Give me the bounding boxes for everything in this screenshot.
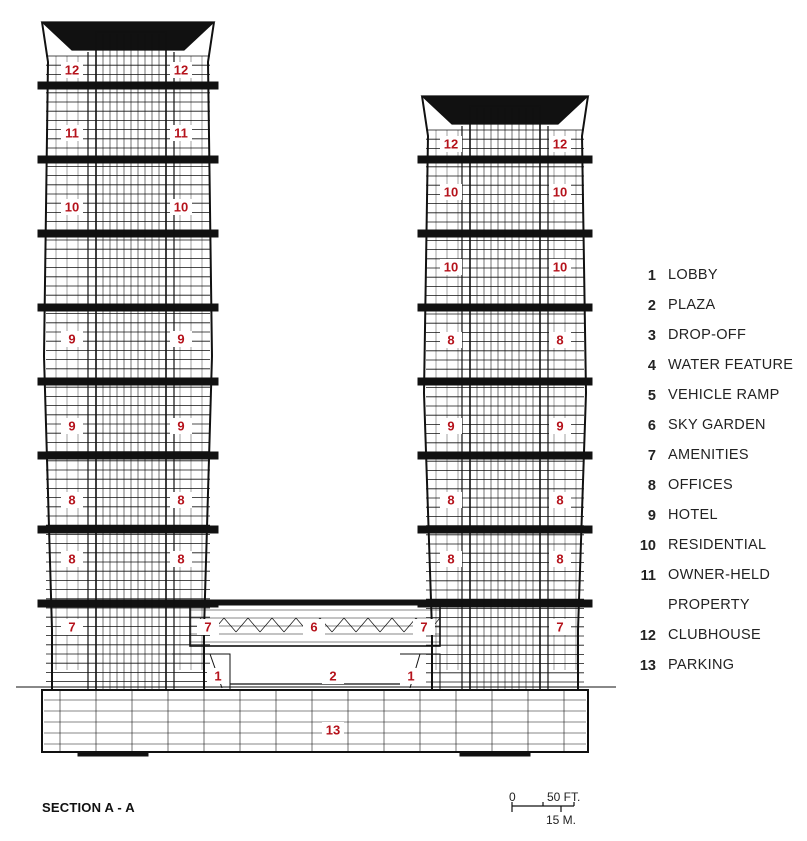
bridge-truss — [260, 618, 272, 632]
space-tag: 10 — [552, 259, 568, 275]
bridge-truss — [356, 618, 368, 632]
section-title: SECTION A - A — [42, 800, 135, 815]
space-tag: 12 — [173, 62, 189, 78]
space-tag: 12 — [443, 136, 459, 152]
legend-label: SKY GARDEN — [668, 417, 766, 433]
space-tag: 8 — [68, 551, 76, 567]
scale-bar — [500, 790, 610, 830]
space-tag: 9 — [68, 418, 76, 434]
bridge-truss — [380, 618, 392, 632]
bridge-truss — [272, 618, 284, 632]
space-tag: 8 — [447, 332, 455, 348]
left-footing — [78, 752, 148, 756]
space-tag: 8 — [447, 492, 455, 508]
space-tag: 10 — [64, 199, 80, 215]
space-tag: 8 — [177, 492, 185, 508]
space-tag: 10 — [443, 184, 459, 200]
bridge-truss — [332, 618, 344, 632]
legend-label: DROP-OFF — [668, 327, 747, 343]
space-tag: 13 — [325, 722, 341, 738]
space-tag: 6 — [310, 619, 318, 635]
space-tag: 12 — [552, 136, 568, 152]
space-tag: 7 — [556, 619, 564, 635]
bridge-truss — [284, 618, 296, 632]
space-tag: 7 — [68, 619, 76, 635]
legend-number: 6 — [647, 418, 656, 434]
legend-number: 9 — [647, 508, 656, 524]
bridge-truss — [248, 618, 260, 632]
space-tag: 9 — [177, 418, 185, 434]
legend-label: PLAZA — [668, 297, 716, 313]
space-tag: 10 — [552, 184, 568, 200]
legend-label: PARKING — [668, 657, 735, 673]
space-tag: 7 — [420, 619, 428, 635]
space-tag: 7 — [204, 619, 212, 635]
legend-label: AMENITIES — [668, 447, 749, 463]
bridge-truss — [392, 618, 404, 632]
bridge-truss — [224, 618, 236, 632]
legend-number: 10 — [639, 538, 656, 554]
space-tag: 1 — [407, 668, 415, 684]
legend-number: 3 — [647, 328, 656, 344]
space-tag: 9 — [556, 418, 564, 434]
space-tag: 10 — [173, 199, 189, 215]
space-tag: 8 — [556, 492, 564, 508]
scale-feet: 50 FT. — [547, 790, 581, 804]
space-tag: 8 — [556, 332, 564, 348]
legend-number: 7 — [647, 448, 656, 464]
left-tower-crown — [42, 22, 214, 50]
legend-number: 8 — [647, 478, 656, 494]
legend-number: 2 — [647, 298, 656, 314]
space-tag: 2 — [329, 668, 337, 684]
legend-label: CLUBHOUSE — [668, 627, 761, 643]
legend-label: HOTEL — [668, 507, 718, 523]
bridge-truss — [344, 618, 356, 632]
legend-label: WATER FEATURE — [668, 357, 794, 373]
legend-label: OWNER-HELD PROPERTY — [668, 567, 771, 613]
bridge-roof — [190, 600, 440, 605]
space-tag: 11 — [65, 125, 79, 141]
legend-number: 12 — [639, 628, 656, 644]
right-footing — [460, 752, 530, 756]
bridge-truss — [368, 618, 380, 632]
parking-podium — [42, 690, 588, 752]
legend — [624, 268, 804, 688]
space-tag: 12 — [64, 62, 80, 78]
scale-meters: 15 M. — [546, 813, 577, 827]
legend-item — [624, 568, 804, 628]
space-tag: 9 — [447, 418, 455, 434]
legend-label: LOBBY — [668, 267, 718, 283]
bridge-truss — [236, 618, 248, 632]
space-tag: 11 — [174, 125, 188, 141]
space-tag: 8 — [447, 551, 455, 567]
legend-number: 5 — [647, 388, 656, 404]
legend-label: OFFICES — [668, 477, 733, 493]
space-tag: 10 — [443, 259, 459, 275]
space-tag: 8 — [68, 492, 76, 508]
building-structure — [16, 22, 616, 756]
space-tag: 8 — [556, 551, 564, 567]
legend-number: 1 — [647, 268, 656, 284]
space-tag: 9 — [68, 331, 76, 347]
legend-item — [624, 658, 804, 688]
legend-number: 4 — [647, 358, 656, 374]
legend-label: VEHICLE RAMP — [668, 387, 780, 403]
legend-label: RESIDENTIAL — [668, 537, 767, 553]
scale-zero: 0 — [509, 790, 516, 804]
space-tag: 1 — [214, 668, 222, 684]
legend-number: 13 — [639, 658, 656, 674]
space-tag: 9 — [177, 331, 185, 347]
legend-number: 11 — [640, 568, 656, 584]
space-tag: 8 — [177, 551, 185, 567]
